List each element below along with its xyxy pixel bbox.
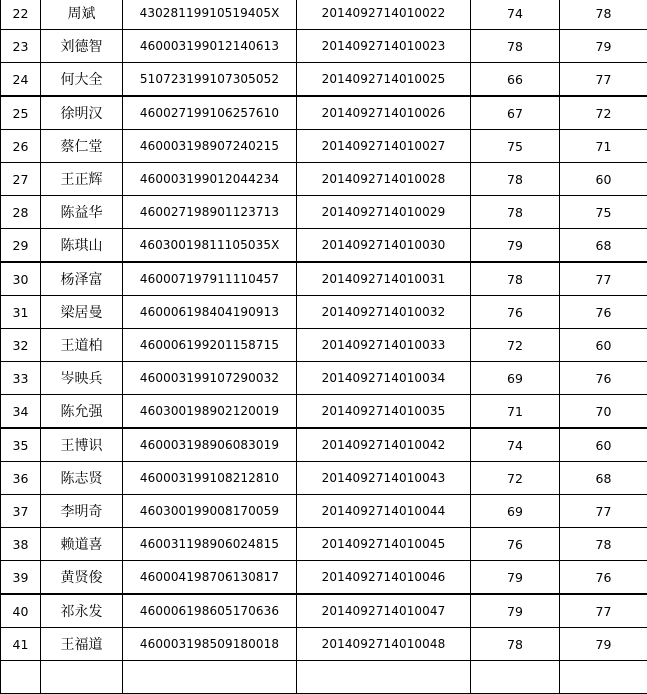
table-row bbox=[1, 561, 647, 595]
table-body bbox=[1, 0, 647, 694]
score-1-cell: 78 bbox=[471, 262, 560, 296]
score-1-cell: 79 bbox=[471, 594, 560, 628]
id-number-cell: 460003198907240215 bbox=[123, 130, 297, 163]
name-cell: 李明奇 bbox=[41, 495, 123, 528]
row-number-cell: 28 bbox=[1, 196, 41, 229]
row-number-cell: 29 bbox=[1, 229, 41, 263]
table-row bbox=[1, 495, 647, 528]
score-2-cell: 60 bbox=[560, 428, 647, 462]
exam-number-cell: 2014092714010026 bbox=[297, 96, 471, 130]
table-row bbox=[1, 661, 647, 694]
row-number-cell bbox=[1, 661, 41, 694]
exam-number-cell: 2014092714010032 bbox=[297, 296, 471, 329]
table-row bbox=[1, 196, 647, 229]
score-1-cell: 72 bbox=[471, 329, 560, 362]
name-cell: 陈琪山 bbox=[41, 229, 123, 263]
table-row bbox=[1, 362, 647, 395]
table-row bbox=[1, 262, 647, 296]
row-number-cell: 36 bbox=[1, 462, 41, 495]
score-1-cell bbox=[471, 661, 560, 694]
score-2-cell: 77 bbox=[560, 495, 647, 528]
name-cell: 王福道 bbox=[41, 628, 123, 661]
id-number-cell: 460003199012044234 bbox=[123, 163, 297, 196]
id-number-cell: 460007197911110457 bbox=[123, 262, 297, 296]
score-1-cell: 75 bbox=[471, 130, 560, 163]
row-number-cell: 33 bbox=[1, 362, 41, 395]
score-1-cell: 74 bbox=[471, 0, 560, 30]
score-2-cell: 76 bbox=[560, 362, 647, 395]
score-1-cell: 78 bbox=[471, 628, 560, 661]
exam-number-cell: 2014092714010027 bbox=[297, 130, 471, 163]
score-2-cell: 60 bbox=[560, 329, 647, 362]
table-row bbox=[1, 462, 647, 495]
id-number-cell: 460027199106257610 bbox=[123, 96, 297, 130]
row-number-cell: 30 bbox=[1, 262, 41, 296]
id-number-cell: 460006198404190913 bbox=[123, 296, 297, 329]
table-row bbox=[1, 296, 647, 329]
table-row bbox=[1, 163, 647, 196]
exam-number-cell: 2014092714010046 bbox=[297, 561, 471, 595]
id-number-cell: 460300199008170059 bbox=[123, 495, 297, 528]
score-1-cell: 78 bbox=[471, 163, 560, 196]
name-cell: 王道柏 bbox=[41, 329, 123, 362]
exam-number-cell: 2014092714010025 bbox=[297, 63, 471, 97]
score-2-cell: 76 bbox=[560, 561, 647, 595]
score-2-cell: 79 bbox=[560, 628, 647, 661]
score-1-cell: 78 bbox=[471, 30, 560, 63]
score-2-cell: 68 bbox=[560, 229, 647, 263]
score-2-cell: 71 bbox=[560, 130, 647, 163]
score-1-cell: 79 bbox=[471, 229, 560, 263]
id-number-cell: 460006199201158715 bbox=[123, 329, 297, 362]
row-number-cell: 25 bbox=[1, 96, 41, 130]
score-1-cell: 69 bbox=[471, 495, 560, 528]
row-number-cell: 41 bbox=[1, 628, 41, 661]
exam-number-cell: 2014092714010028 bbox=[297, 163, 471, 196]
name-cell: 陈允强 bbox=[41, 395, 123, 429]
score-1-cell: 71 bbox=[471, 395, 560, 429]
exam-number-cell: 2014092714010031 bbox=[297, 262, 471, 296]
table-row bbox=[1, 594, 647, 628]
id-number-cell: 460003199012140613 bbox=[123, 30, 297, 63]
table-row bbox=[1, 130, 647, 163]
exam-number-cell: 2014092714010044 bbox=[297, 495, 471, 528]
row-number-cell: 37 bbox=[1, 495, 41, 528]
score-2-cell: 77 bbox=[560, 594, 647, 628]
exam-number-cell bbox=[297, 661, 471, 694]
table-row bbox=[1, 395, 647, 429]
exam-number-cell: 2014092714010034 bbox=[297, 362, 471, 395]
name-cell bbox=[41, 661, 123, 694]
row-number-cell: 34 bbox=[1, 395, 41, 429]
score-2-cell: 70 bbox=[560, 395, 647, 429]
row-number-cell: 27 bbox=[1, 163, 41, 196]
id-number-cell: 460003199107290032 bbox=[123, 362, 297, 395]
name-cell: 杨泽富 bbox=[41, 262, 123, 296]
name-cell: 岑映兵 bbox=[41, 362, 123, 395]
name-cell: 周斌 bbox=[41, 0, 123, 30]
row-number-cell: 22 bbox=[1, 0, 41, 30]
name-cell: 陈益华 bbox=[41, 196, 123, 229]
score-2-cell: 76 bbox=[560, 296, 647, 329]
name-cell: 赖道喜 bbox=[41, 528, 123, 561]
name-cell: 祁永发 bbox=[41, 594, 123, 628]
exam-number-cell: 2014092714010022 bbox=[297, 0, 471, 30]
id-number-cell: 510723199107305052 bbox=[123, 63, 297, 97]
table-row bbox=[1, 628, 647, 661]
exam-number-cell: 2014092714010048 bbox=[297, 628, 471, 661]
score-1-cell: 67 bbox=[471, 96, 560, 130]
name-cell: 徐明汉 bbox=[41, 96, 123, 130]
score-2-cell: 77 bbox=[560, 262, 647, 296]
id-number-cell: 460003198509180018 bbox=[123, 628, 297, 661]
exam-number-cell: 2014092714010035 bbox=[297, 395, 471, 429]
table-row bbox=[1, 0, 647, 30]
exam-number-cell: 2014092714010033 bbox=[297, 329, 471, 362]
exam-number-cell: 2014092714010030 bbox=[297, 229, 471, 263]
name-cell: 何大全 bbox=[41, 63, 123, 97]
score-1-cell: 76 bbox=[471, 296, 560, 329]
name-cell: 黄贤俊 bbox=[41, 561, 123, 595]
exam-number-cell: 2014092714010029 bbox=[297, 196, 471, 229]
score-1-cell: 74 bbox=[471, 428, 560, 462]
score-1-cell: 66 bbox=[471, 63, 560, 97]
exam-number-cell: 2014092714010043 bbox=[297, 462, 471, 495]
table-row bbox=[1, 329, 647, 362]
score-1-cell: 72 bbox=[471, 462, 560, 495]
score-2-cell: 78 bbox=[560, 0, 647, 30]
score-1-cell: 76 bbox=[471, 528, 560, 561]
score-2-cell: 60 bbox=[560, 163, 647, 196]
name-cell: 蔡仁堂 bbox=[41, 130, 123, 163]
table-row bbox=[1, 229, 647, 263]
name-cell: 梁居曼 bbox=[41, 296, 123, 329]
row-number-cell: 40 bbox=[1, 594, 41, 628]
row-number-cell: 24 bbox=[1, 63, 41, 97]
name-cell: 刘德智 bbox=[41, 30, 123, 63]
score-2-cell bbox=[560, 661, 647, 694]
id-number-cell: 460003198906083019 bbox=[123, 428, 297, 462]
name-cell: 王博识 bbox=[41, 428, 123, 462]
score-2-cell: 75 bbox=[560, 196, 647, 229]
id-number-cell: 460031198906024815 bbox=[123, 528, 297, 561]
table-row bbox=[1, 30, 647, 63]
row-number-cell: 39 bbox=[1, 561, 41, 595]
exam-number-cell: 2014092714010042 bbox=[297, 428, 471, 462]
row-number-cell: 35 bbox=[1, 428, 41, 462]
id-number-cell: 460006198605170636 bbox=[123, 594, 297, 628]
id-number-cell: 460004198706130817 bbox=[123, 561, 297, 595]
score-1-cell: 69 bbox=[471, 362, 560, 395]
score-2-cell: 78 bbox=[560, 528, 647, 561]
row-number-cell: 32 bbox=[1, 329, 41, 362]
score-1-cell: 79 bbox=[471, 561, 560, 595]
row-number-cell: 26 bbox=[1, 130, 41, 163]
score-2-cell: 79 bbox=[560, 30, 647, 63]
table-row bbox=[1, 96, 647, 130]
id-number-cell: 460027198901123713 bbox=[123, 196, 297, 229]
id-number-cell: 460003199108212810 bbox=[123, 462, 297, 495]
score-2-cell: 72 bbox=[560, 96, 647, 130]
name-cell: 陈志贤 bbox=[41, 462, 123, 495]
exam-number-cell: 2014092714010047 bbox=[297, 594, 471, 628]
table-row bbox=[1, 63, 647, 97]
row-number-cell: 31 bbox=[1, 296, 41, 329]
score-1-cell: 78 bbox=[471, 196, 560, 229]
table-row bbox=[1, 528, 647, 561]
score-2-cell: 68 bbox=[560, 462, 647, 495]
row-number-cell: 38 bbox=[1, 528, 41, 561]
exam-number-cell: 2014092714010023 bbox=[297, 30, 471, 63]
table-row bbox=[1, 428, 647, 462]
id-number-cell: 46030019811105035X bbox=[123, 229, 297, 263]
score-2-cell: 77 bbox=[560, 63, 647, 97]
id-number-cell bbox=[123, 661, 297, 694]
id-number-cell: 43028119910519405X bbox=[123, 0, 297, 30]
id-number-cell: 460300198902120019 bbox=[123, 395, 297, 429]
row-number-cell: 23 bbox=[1, 30, 41, 63]
exam-number-cell: 2014092714010045 bbox=[297, 528, 471, 561]
name-cell: 王正辉 bbox=[41, 163, 123, 196]
